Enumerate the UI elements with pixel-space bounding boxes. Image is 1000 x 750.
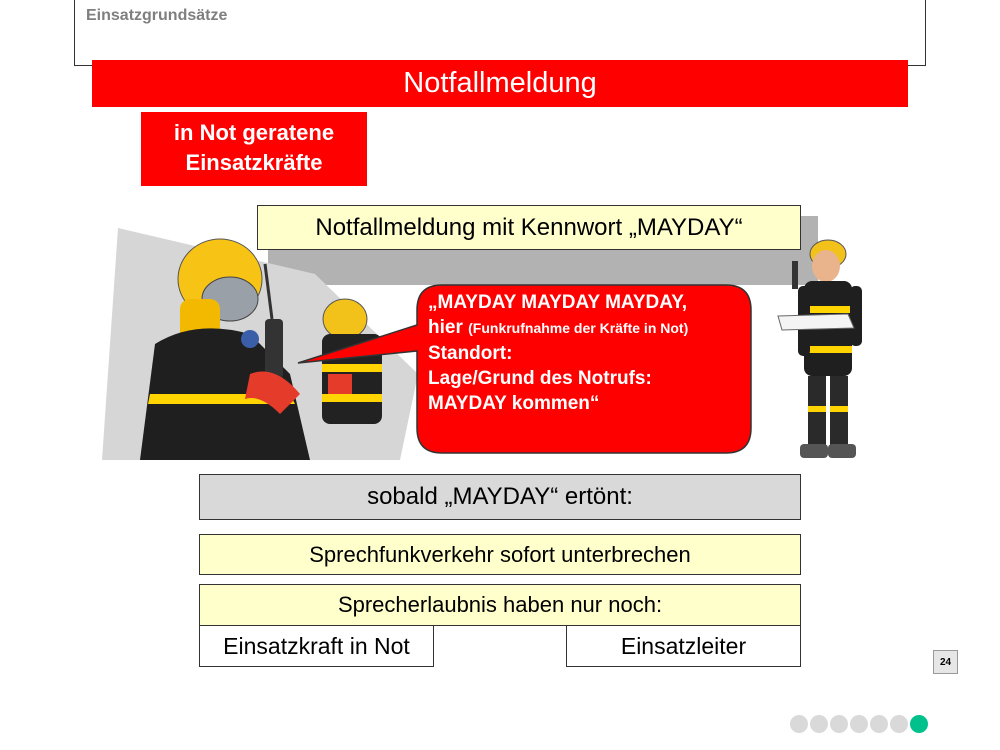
section-title: Einsatzgrundsätze — [86, 7, 228, 24]
progress-dot — [790, 715, 808, 733]
progress-dot — [890, 715, 908, 733]
progress-dot — [910, 715, 928, 733]
slide-progress-indicator — [790, 715, 928, 735]
message-line2-main: hier — [428, 317, 469, 338]
message-line5: MAYDAY kommen“ — [428, 393, 600, 414]
incident-commander-illustration — [770, 236, 900, 468]
rule-interrupt: Sprechfunkverkehr sofort unterbrechen — [199, 534, 801, 575]
trigger-box: sobald „MAYDAY“ ertönt: — [199, 474, 801, 520]
danger-label-line1: in Not geratene — [173, 120, 335, 145]
progress-dot — [870, 715, 888, 733]
speaker-commander: Einsatzleiter — [566, 625, 801, 667]
message-line1: „MAYDAY MAYDAY MAYDAY, — [428, 292, 688, 313]
danger-label — [141, 112, 367, 186]
message-line3: Standort: — [428, 343, 513, 364]
rule-permission: Sprecherlaubnis haben nur noch: — [199, 584, 801, 626]
mayday-header: Notfallmeldung mit Kennwort „MAYDAY“ — [257, 205, 801, 250]
progress-dot — [810, 715, 828, 733]
slide-title: Notfallmeldung — [92, 60, 908, 107]
message-line2 — [428, 315, 748, 341]
progress-dot — [850, 715, 868, 733]
page-number: 24 — [933, 650, 958, 674]
message-line4: Lage/Grund des Notrufs: — [428, 368, 652, 389]
danger-label-line2: Einsatzkräfte — [185, 150, 323, 175]
speaker-in-distress: Einsatzkraft in Not — [199, 625, 434, 667]
mayday-message — [428, 290, 748, 416]
progress-dot — [830, 715, 848, 733]
message-line2-note: (Funkrufnahme der Kräfte in Not) — [468, 320, 689, 336]
